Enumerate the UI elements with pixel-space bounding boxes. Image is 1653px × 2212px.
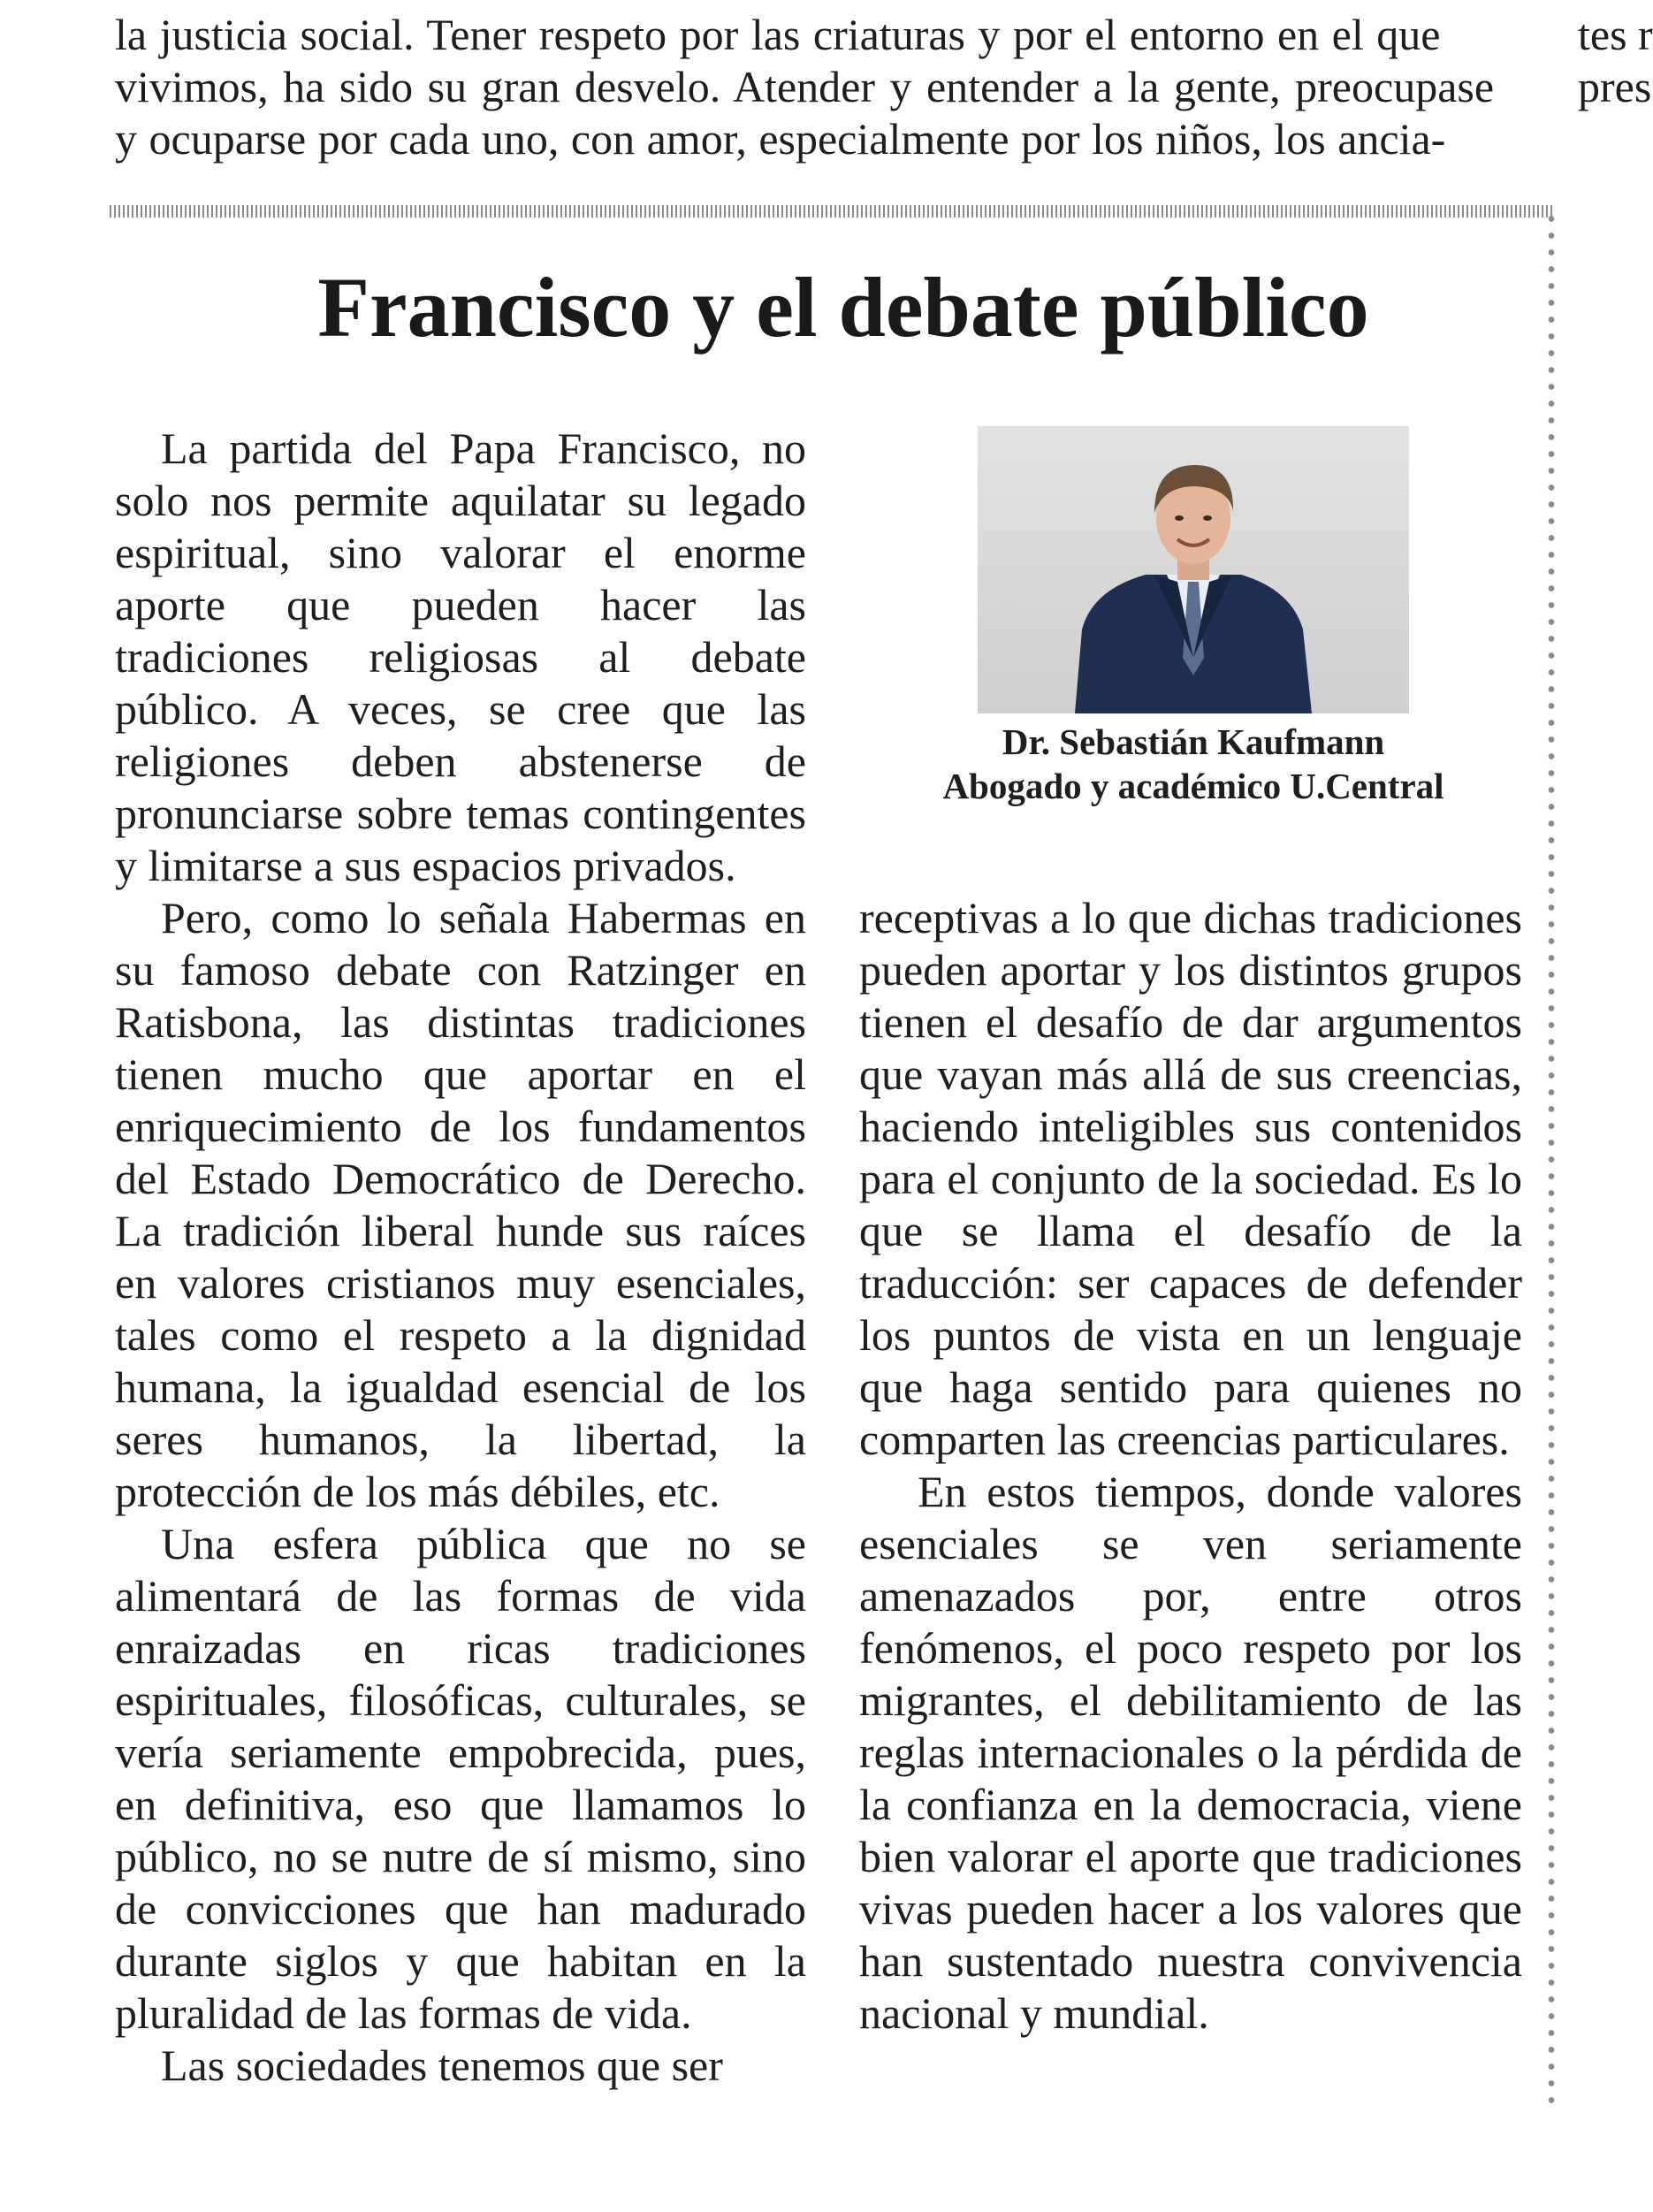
vertical-dotted-divider [1547, 210, 1556, 2111]
article-paragraph: En estos tiempos, donde valores esenciales se ven seriamente amenazados por, entre otros fenómenos, el poco respeto por los migrantes, el debilitamiento de las reglas internacionales o la pérdida de la confianza en la democracia, viene bien valorar el aporte que tradiciones vivas pueden hacer a los valores que han sustentado nuestra convivencia nacional y mundial. [859, 1467, 1522, 2038]
adjacent-column-line: pres [1578, 62, 1652, 111]
previous-article-line: y ocuparse por cada uno, con amor, especialmente por los niños, los ancia- [115, 114, 1446, 164]
author-caption [910, 720, 1476, 808]
previous-article-line: vivimos, ha sido su gran desvelo. Atender y entender a la gente, preocupase [115, 62, 1495, 111]
article-paragraph: receptivas a lo que dichas tradiciones pueden aportar y los distintos grupos tienen el desafío de dar argumentos que vayan más allá de sus creencias, haciendo inteligibles sus contenidos para el conjunto de la sociedad. Es lo que se llama el desafío de la traducción: ser capaces de defender los puntos de vista en un lenguaje que haga sentido para quienes no comparten las creencias particulares. [859, 893, 1522, 1464]
author-portrait-icon [978, 426, 1409, 713]
article-paragraph: Las sociedades tenemos que ser [161, 2040, 723, 2090]
adjacent-column-line: tes r [1578, 10, 1653, 59]
previous-article-tail [115, 9, 1522, 165]
article-title: Francisco y el debate público [317, 260, 1369, 355]
author-photo [978, 426, 1409, 713]
article-column-1 [115, 423, 806, 2092]
article-paragraph: Una esfera pública que no se alimentará de las formas de vida enraizadas en ricas tradiciones espirituales, filosóficas, culturales, se vería seriamente empobrecida, pues, en definitiva, eso que llamamos lo público, no se nutre de sí mismo, sino de convicciones que han madurado durante siglos y que habitan en la pluralidad de las formas de vida. [115, 1519, 806, 2038]
article-paragraph: Pero, como lo señala Habermas en su famoso debate con Ratzinger en Ratisbona, las distintas tradiciones tienen mucho que aportar en el enriquecimiento de los fundamentos del Estado Democrático de Derecho. La tradición liberal hunde sus raíces en valores cristianos muy esenciales, tales como el respeto a la dignidad humana, la igualdad esencial de los seres humanos, la libertad, la protección de los más débiles, etc. [115, 893, 806, 1516]
article-column-2 [859, 892, 1522, 2040]
adjacent-column-fragment [1578, 9, 1653, 113]
author-name: Dr. Sebastián Kaufmann [1002, 721, 1385, 762]
previous-article-line: la justicia social. Tener respeto por las criaturas y por el entorno en el que [115, 10, 1441, 59]
author-role: Abogado y académico U.Central [942, 766, 1444, 806]
horizontal-dotted-divider [110, 205, 1552, 217]
article-paragraph: La partida del Papa Francisco, no solo nos permite aquilatar su legado espiritual, sino valorar el enorme aporte que pueden hacer las tradiciones religiosas al debate público. A veces, se cree que las religiones deben abstenerse de pronunciarse sobre temas contingentes y limitarse a sus espacios privados. [115, 423, 806, 890]
